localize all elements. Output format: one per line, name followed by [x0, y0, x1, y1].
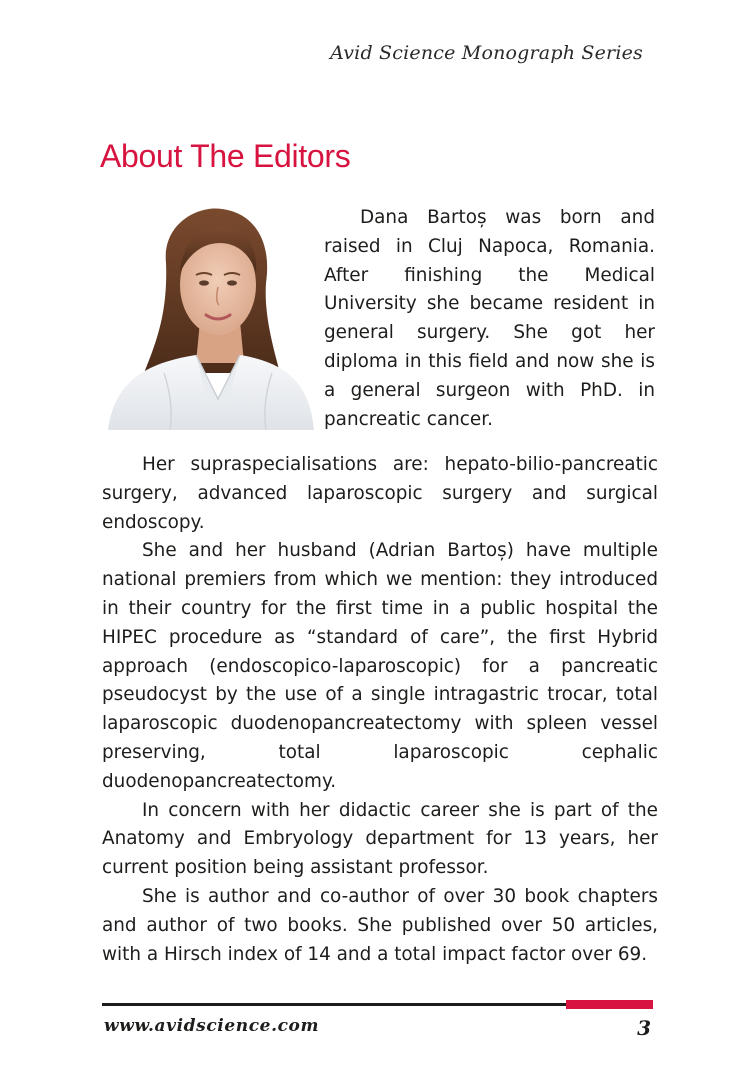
- body-paragraph: She and her husband (Adrian Bartoș) have multiple national premiers from which we mention: they introduced in their country for the first time in a public hospital the HIPEC procedure as “standard of care”, the first Hybrid approach (endoscopico-laparoscopic) for a pancreatic pseudocyst by the use of a single intragastric trocar, total laparoscopic duodenopancreatectomy with spleen vessel preserving, total laparoscopic cephalic duodenopancreatectomy.: [102, 540, 658, 792]
- intro-paragraph: Dana Bartoș was born and raised in Cluj Napoca, Romania. After finishing the Medical University she became resident in general surgery. She got her diploma in this field and now she is a general surgeon with PhD. in pancreatic cancer.: [324, 207, 655, 430]
- footer-url: www.avidscience.com: [104, 1016, 320, 1036]
- editor-portrait: [104, 203, 318, 430]
- body-paragraph: She is author and co-author of over 30 book chapters and author of two books. She published over 50 articles, with a Hirsch index of 14 and a total impact factor over 69.: [102, 885, 658, 965]
- body-paragraph: Her supraspecialisations are: hepato-bilio-pancreatic surgery, advanced laparoscopic surgery and surgical endoscopy.: [102, 454, 658, 533]
- portrait-illustration: [104, 203, 318, 430]
- body-paragraph: In concern with her didactic career she is part of the Anatomy and Embryology department for 13 years, her current position being assistant professor.: [102, 799, 658, 879]
- section-title: About The Editors: [100, 138, 351, 174]
- intro-text: [324, 204, 655, 434]
- body-text: [102, 451, 658, 969]
- series-header: Avid Science Monograph Series: [330, 42, 643, 64]
- footer-divider: [102, 1003, 568, 1006]
- page-number: 3: [637, 1016, 651, 1040]
- footer-accent-bar: [566, 1000, 653, 1009]
